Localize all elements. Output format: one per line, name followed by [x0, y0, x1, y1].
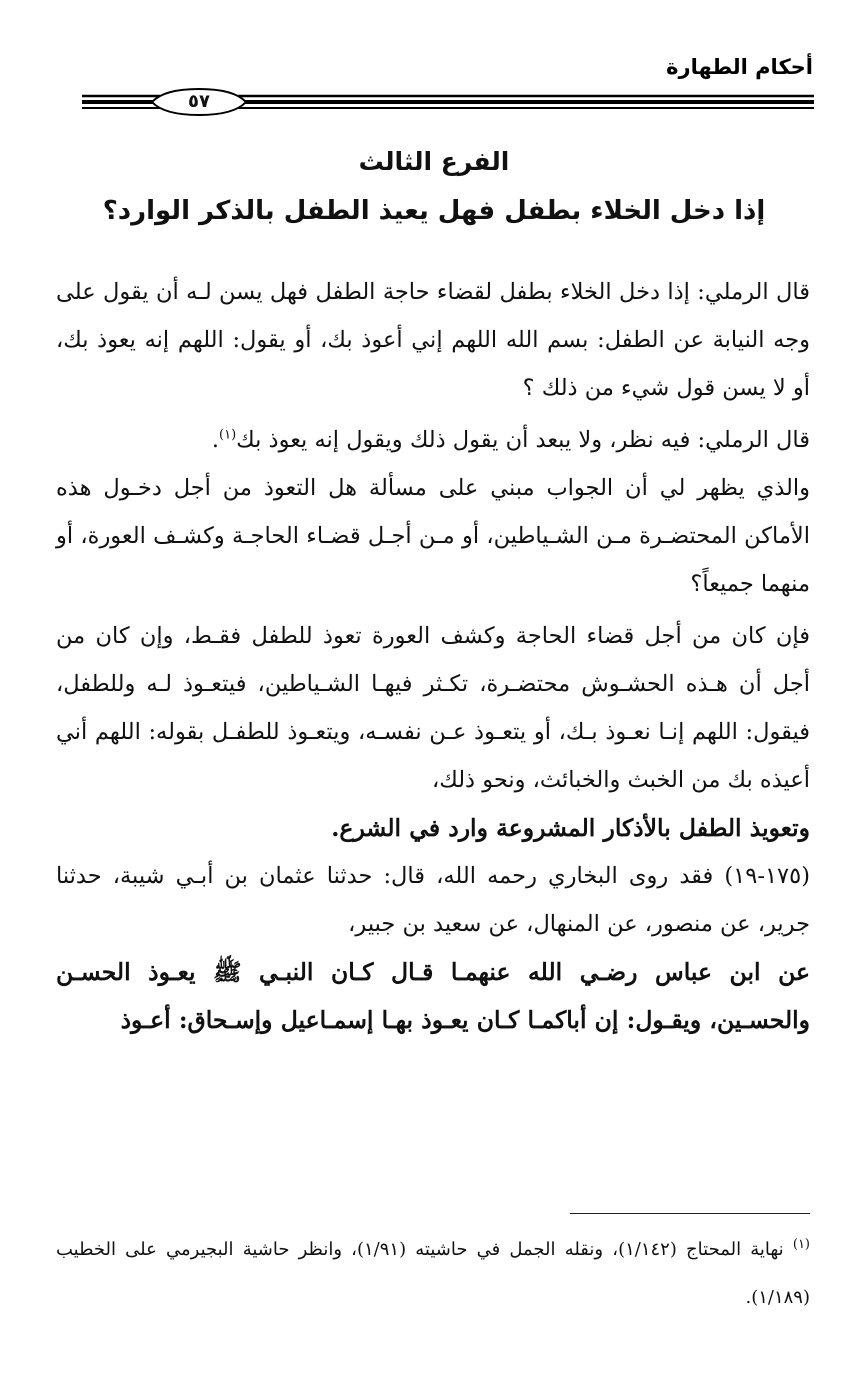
paragraph-text: قال الرملي: فيه نظر، ولا يبعد أن يقول ذلك ويقول إنه يعوذ بك — [236, 427, 810, 453]
paragraph: قال الرملي: فيه نظر، ولا يبعد أن يقول ذلك ويقول إنه يعوذ بك$^{(١)}$. — [211, 427, 810, 453]
running-title: أحكام الطهارة — [666, 55, 813, 79]
paragraph-bold: وتعويذ الطفل بالأذكار المشروعة وارد في الشرع. — [331, 814, 810, 842]
page-number: ٥٧ — [188, 90, 210, 112]
hadith-text: عن ابن عباس رضـي الله عنهمـا قـال كـان النبـي ﷺ يعـوذ الحسـن والحسـين، ويقـول: إن أباكمـا كـان يعـوذ بهـا إسمـاعيل وإسـحاق: أعـوذ — [56, 958, 810, 1034]
body-text — [56, 268, 810, 1044]
section-heading: الفرع الثالث — [358, 147, 510, 176]
footnote-separator — [570, 1213, 810, 1214]
footnote-text: نهاية المحتاج (١/١٤٢)، ونقله الجمل في حاشيته (١/٩١)، وانظر حاشية البجيرمي على الخطيب (١/١٨٩). — [56, 1239, 810, 1308]
hadith-chain: (١٧٥-١٩) فقد روى البخاري رحمه الله، قال: حدثنا عثمان بن أبـي شيبة، حدثنا جرير، عن منصور، عن المنهال، عن سعيد بن جبير، — [56, 863, 810, 937]
footnote-marker: (١) — [219, 427, 237, 443]
section-question: إذا دخل الخلاء بطفل فهل يعيذ الطفل بالذكر الوارد؟ — [102, 196, 766, 226]
footnote — [56, 1226, 810, 1322]
paragraph: فإن كان من أجل قضاء الحاجة وكشف العورة تعوذ للطفل فقـط، وإن كان من أجل أن هـذه الحشـوش محتضـرة، تكـثر فيهـا الشـياطين، فيتعـوذ لـه وللطفل، فيقول: اللهم إنـا نعـوذ بـك، أو يتعـوذ عـن نفسـه، ويتعـوذ للطفـل بقوله: اللهم أني أعيذه بك من الخبث والخبائث، ونحو ذلك، — [56, 623, 810, 793]
paragraph: قال الرملي: إذا دخل الخلاء بطفل لقضاء حاجة الطفل فهل يسن لـه أن يقول على وجه النيابة عن الطفل: بسم الله اللهم إني أعوذ بك، أو يقول: اللهم إنه يعوذ بك، أو لا يسن قول شيء من ذلك ؟ — [56, 279, 810, 401]
footnote-number: (١) — [792, 1237, 810, 1252]
paragraph: والذي يظهر لي أن الجواب مبني على مسألة هل التعوذ من أجل دخـول هذه الأماكن المحتضـرة مـن الشـياطين، أو مـن أجـل قضـاء الحاجـة وكشـف العورة، أو منهما جميعاً؟ — [56, 475, 810, 597]
